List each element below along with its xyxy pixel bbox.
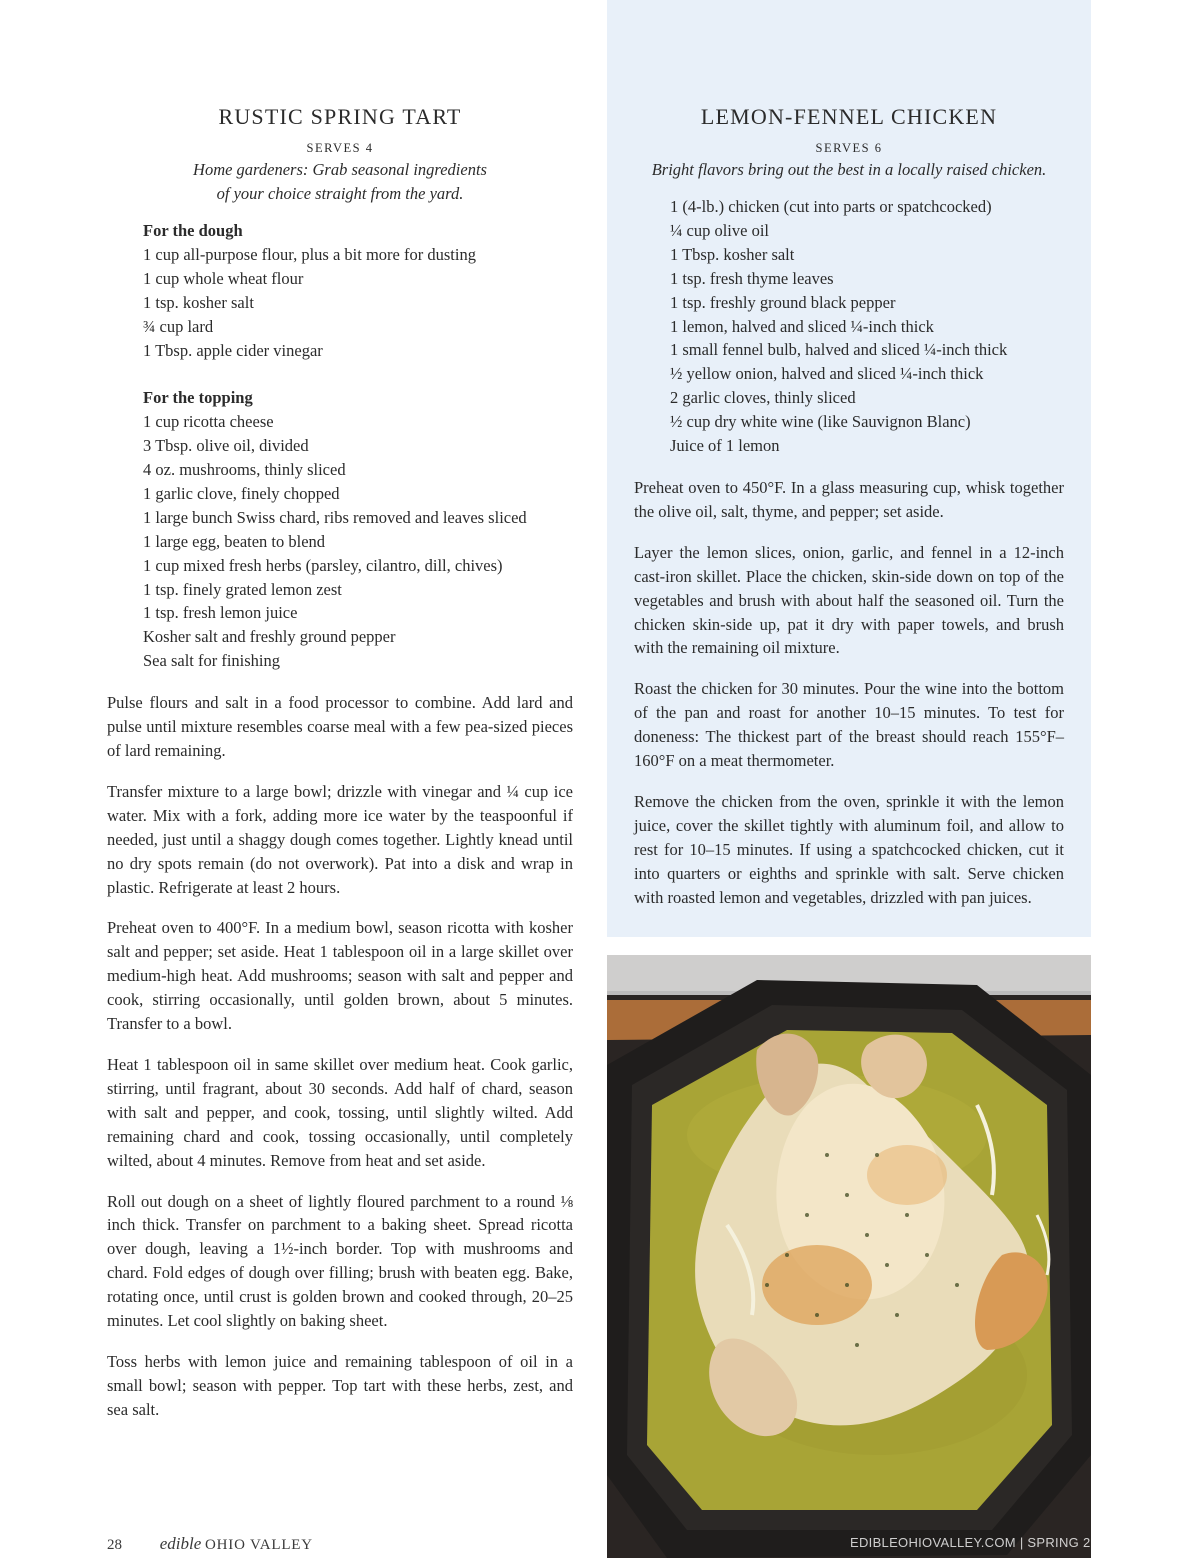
chicken-step: Layer the lemon slices, onion, garlic, and fennel in a 12-inch cast-iron skillet. Place the chicken, skin-side down on top of the vegetables and brush with about half the seasoned oil. Turn the chicken skin-side up, pat it dry with paper towels, and brush with the remaining oil mixture. <box>634 542 1064 658</box>
page-footer <box>107 1534 313 1554</box>
ingredient-item: 1 tsp. fresh thyme leaves <box>670 268 834 288</box>
ingredient-item: 1 cup ricotta cheese <box>143 412 274 432</box>
chicken-skillet-photo <box>607 955 1091 1558</box>
ingredient-item: Sea salt for finishing <box>143 651 281 671</box>
ingredient-item: 1 lemon, halved and sliced ¼-inch thick <box>670 316 934 336</box>
ingredient-item: Juice of 1 lemon <box>670 436 780 456</box>
ingredient-item: ¼ cup olive oil <box>670 220 769 240</box>
ingredient-item: 1 cup all-purpose flour, plus a bit more for dusting <box>143 244 476 264</box>
page-number: 28 <box>107 1537 122 1553</box>
ingredient-item: 1 garlic clove, finely chopped <box>143 483 340 503</box>
ingredient-item: 1 tsp. freshly ground black pepper <box>670 292 896 312</box>
ingredient-item: 1 cup mixed fresh herbs (parsley, cilantro, dill, chives) <box>143 555 503 575</box>
chicken-title: LEMON-FENNEL CHICKEN <box>700 104 998 129</box>
tart-step: Roll out dough on a sheet of lightly floured parchment to a round ⅛ inch thick. Transfer on parchment to a baking sheet. Spread ricotta over dough, leaving a 1½-inch border. Top with mushrooms and chard. Fold edges of dough over filling; brush with beaten egg. Bake, rotating once, until crust is golden brown and cooked through, 20–25 minutes. Let cool slightly on baking sheet. <box>107 1191 573 1331</box>
ingredient-item: ½ cup dry white wine (like Sauvignon Blanc) <box>670 412 971 432</box>
dough-heading: For the dough <box>143 221 243 240</box>
ingredient-item: 1 Tbsp. apple cider vinegar <box>143 340 323 360</box>
tart-step: Toss herbs with lemon juice and remaining tablespoon of oil in a small bowl; season with pepper. Top tart with these herbs, zest, and sea salt. <box>107 1351 573 1419</box>
ingredient-item: 1 cup whole wheat flour <box>143 268 304 288</box>
tart-intro-line: Home gardeners: Grab seasonal ingredients <box>193 160 487 179</box>
brand-italic: edible <box>159 1534 202 1553</box>
chicken-recipe <box>634 100 1064 909</box>
ingredient-item: 4 oz. mushrooms, thinly sliced <box>143 460 346 480</box>
ingredient-item: 1 Tbsp. kosher salt <box>670 244 795 264</box>
tart-recipe <box>107 100 573 1422</box>
tart-step: Pulse flours and salt in a food processor to combine. Add lard and pulse until mixture resembles coarse meal with a few pea-sized pieces of lard remaining. <box>107 693 573 761</box>
ingredient-item: 1 tsp. kosher salt <box>143 292 254 312</box>
tart-step: Transfer mixture to a large bowl; drizzle with vinegar and ¼ cup ice water. Mix with a fork, adding more ice water by the teaspoonful if needed, just until a shaggy dough comes together. Lightly knead until no dry spots remain (do not overwork). Pat into a disk and wrap in plastic. Refrigerate at least 2 hours. <box>107 781 573 897</box>
chicken-intro: Bright flavors bring out the best in a locally raised chicken. <box>651 160 1047 179</box>
ingredient-item: Kosher salt and freshly ground pepper <box>143 627 396 647</box>
ingredient-item: 1 tsp. fresh lemon juice <box>143 603 298 623</box>
site-and-issue: EDIBLEOHIOVALLEY.COM | SPRING 2021 <box>850 1535 1114 1550</box>
ingredient-item: 1 (4-lb.) chicken (cut into parts or spatchcocked) <box>670 197 992 216</box>
tart-step: Heat 1 tablespoon oil in same skillet over medium heat. Cook garlic, stirring, until fragrant, about 30 seconds. Add half of chard, season with salt and pepper, and cook, tossing, until slightly wilted. Add remaining chard and cook, tossing occasionally, until completely wilted, about 4 minutes. Remove from heat and set aside. <box>107 1054 573 1170</box>
ingredient-item: ½ yellow onion, halved and sliced ¼-inch thick <box>670 364 984 384</box>
chicken-step: Preheat oven to 450°F. In a glass measuring cup, whisk together the olive oil, salt, thyme, and pepper; set aside. <box>634 477 1064 521</box>
ingredient-item: 2 garlic cloves, thinly sliced <box>670 388 856 408</box>
chicken-serves: SERVES 6 <box>815 141 883 155</box>
tart-serves: SERVES 4 <box>306 141 374 155</box>
chicken-step: Remove the chicken from the oven, sprinkle it with the lemon juice, cover the skillet tightly with aluminum foil, and allow to rest for 10–15 minutes. If using a spatchcocked chicken, cut it into quarters or eighths and sprinkle with salt. Serve chicken with roasted lemon and vegetables, drizzled with pan juices. <box>634 791 1064 907</box>
tart-title: RUSTIC SPRING TART <box>218 104 462 129</box>
tart-intro <box>107 158 573 206</box>
ingredient-item: 3 Tbsp. olive oil, divided <box>143 436 309 456</box>
tart-step: Preheat oven to 400°F. In a medium bowl, season ricotta with kosher salt and pepper; set aside. Heat 1 tablespoon oil in a large skillet over medium-high heat. Add mushrooms; season with salt and pepper and cook, stirring occasionally, until golden brown, about 5 minutes. Transfer to a bowl. <box>107 918 573 1034</box>
chicken-ingredients <box>670 195 1064 458</box>
tart-ingredients <box>143 219 573 673</box>
topping-heading: For the topping <box>143 388 253 408</box>
chicken-step: Roast the chicken for 30 minutes. Pour the wine into the bottom of the pan and roast for another 10–15 minutes. To test for doneness: The thickest part of the breast should reach 155°F–160°F on a meat thermometer. <box>634 679 1064 771</box>
ingredient-item: 1 large egg, beaten to blend <box>143 531 326 551</box>
ingredient-item: 1 small fennel bulb, halved and sliced ¼-inch thick <box>670 340 1008 360</box>
ingredient-item: 1 large bunch Swiss chard, ribs removed and leaves sliced <box>143 507 527 527</box>
tart-intro-line: of your choice straight from the yard. <box>216 184 464 203</box>
brand-regular: OHIO VALLEY <box>205 1537 313 1553</box>
ingredient-item: 1 tsp. finely grated lemon zest <box>143 579 342 599</box>
spacer <box>143 362 573 386</box>
ingredient-item: ¾ cup lard <box>143 316 214 336</box>
